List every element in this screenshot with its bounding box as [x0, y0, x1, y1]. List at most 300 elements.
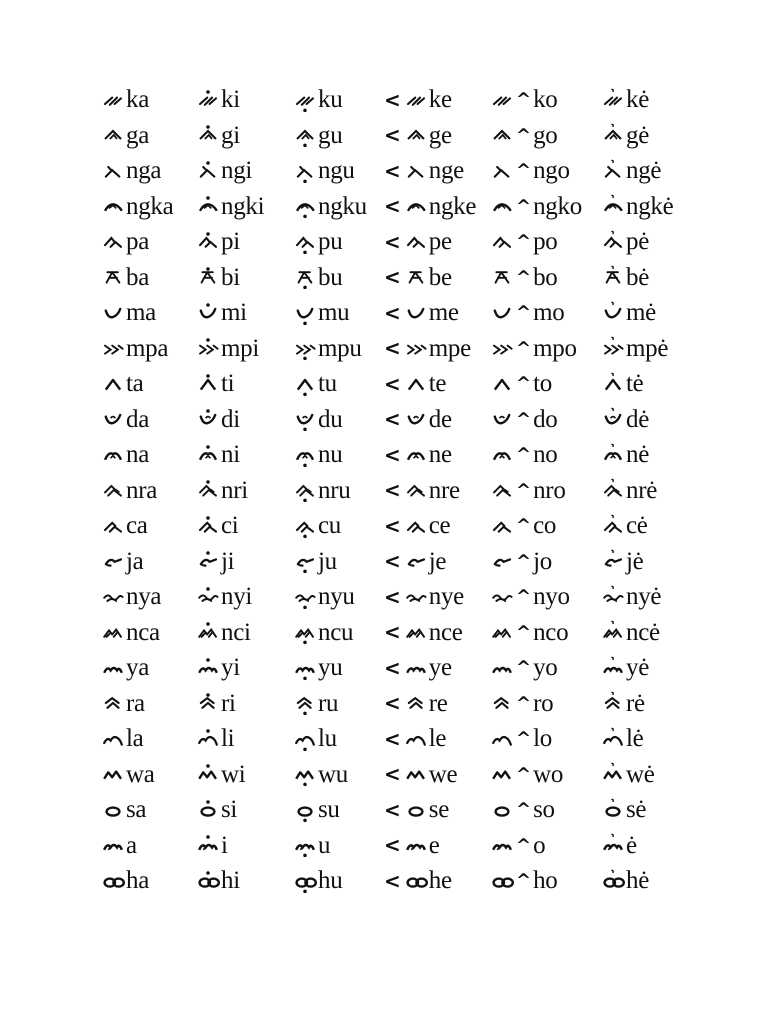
syllable-transliteration: cė [626, 512, 648, 539]
e-prefix-mark: < [384, 691, 401, 715]
syllable-cell-ci [195, 508, 238, 543]
syllable-row-ra [100, 686, 700, 721]
syllable-cell-ka [100, 82, 149, 117]
syllable-cell-ra [100, 686, 145, 721]
syllable-transliteration: su [318, 796, 340, 823]
syllable-transliteration: nyė [626, 583, 662, 610]
syllable-cell-bo [489, 260, 558, 295]
syllable-cell-nra [100, 473, 157, 508]
mpa-script-glyph-icon [403, 336, 429, 360]
syllable-transliteration: gė [626, 121, 649, 149]
syllable-cell-lo [489, 721, 552, 756]
syllable-cell-yu [292, 650, 342, 685]
syllable-transliteration: ė [626, 831, 637, 859]
ta-script-glyph-icon [600, 372, 626, 396]
syllable-transliteration: si [221, 796, 238, 823]
syllable-cell-cu [292, 508, 341, 543]
ma-script-glyph-icon [403, 301, 429, 325]
syllable-transliteration: ru [318, 689, 339, 717]
nca-script-glyph-icon [600, 620, 626, 644]
syllable-transliteration: pė [626, 228, 649, 255]
syllable-transliteration: so [533, 796, 555, 823]
ma-script-glyph-icon [292, 301, 318, 325]
syllable-transliteration: se [428, 796, 449, 823]
syllable-transliteration: ju [318, 547, 337, 575]
na-script-glyph-icon [600, 443, 626, 467]
syllable-transliteration: tu [318, 370, 337, 397]
wa-script-glyph-icon [403, 762, 429, 786]
syllable-cell-pa [100, 224, 149, 259]
ja-script-glyph-icon [600, 549, 626, 573]
ja-script-glyph-icon [100, 549, 126, 573]
syllable-cell-ti [195, 366, 234, 401]
e-prefix-mark: < [384, 549, 401, 573]
ka-script-glyph-icon [600, 88, 626, 112]
syllable-cell-ni [195, 437, 240, 472]
ga-script-glyph-icon [600, 123, 626, 147]
e-prefix-mark: < [384, 762, 401, 786]
syllable-transliteration: ne [428, 441, 452, 468]
syllable-transliteration: ngko [533, 192, 582, 220]
sa-script-glyph-icon [600, 798, 626, 822]
ba-script-glyph-icon [489, 265, 515, 289]
syllable-row-pa [100, 224, 700, 259]
syllable-cell-dė [600, 402, 649, 437]
syllable-cell-tu [292, 366, 337, 401]
syllable-cell-nru [292, 473, 350, 508]
a-script-glyph-icon [600, 833, 626, 857]
syllable-cell-jo [489, 544, 552, 579]
ngka-script-glyph-icon [600, 194, 626, 218]
syllable-row-ga [100, 118, 700, 153]
nra-script-glyph-icon [403, 478, 429, 502]
syllable-transliteration: ngke [428, 192, 477, 220]
syllable-transliteration: de [428, 405, 452, 433]
syllable-cell-ku [292, 82, 342, 117]
mpa-script-glyph-icon [195, 336, 221, 360]
syllable-row-ngka [100, 189, 700, 224]
e-prefix-mark: < [384, 300, 401, 325]
syllable-transliteration: ma [126, 299, 156, 326]
ha-script-glyph-icon [292, 869, 318, 893]
ba-script-glyph-icon [195, 265, 221, 289]
wa-script-glyph-icon [489, 762, 515, 786]
syllable-transliteration: ke [428, 86, 452, 113]
syllable-cell-ncu [292, 615, 353, 650]
ja-script-glyph-icon [489, 549, 515, 573]
syllable-row-ta [100, 366, 700, 401]
syllable-transliteration: u [318, 831, 331, 859]
sa-script-glyph-icon [292, 798, 318, 822]
syllable-transliteration: du [318, 405, 343, 433]
ta-script-glyph-icon [100, 372, 126, 396]
ca-script-glyph-icon [600, 514, 626, 538]
syllable-transliteration: yė [626, 654, 649, 681]
nga-script-glyph-icon [195, 159, 221, 183]
syllable-cell-nro [489, 473, 566, 508]
syllable-cell-ngo [489, 153, 570, 188]
syllable-row-nya [100, 579, 700, 614]
syllable-cell-pe [384, 224, 452, 259]
syllable-transliteration: ki [221, 86, 240, 113]
syllable-cell-rė [600, 686, 645, 721]
syllable-cell-mpa [100, 331, 168, 366]
syllable-transliteration: ho [533, 867, 558, 894]
ta-script-glyph-icon [403, 372, 429, 396]
syllable-cell-tė [600, 366, 643, 401]
ha-script-glyph-icon [403, 869, 429, 893]
syllable-row-nga [100, 153, 700, 188]
syllable-transliteration: ro [533, 689, 554, 717]
ga-script-glyph-icon [292, 123, 318, 147]
syllable-transliteration: ra [126, 689, 145, 717]
ta-script-glyph-icon [195, 372, 221, 396]
syllable-transliteration: ge [428, 121, 452, 149]
syllable-transliteration: mu [318, 299, 350, 326]
syllable-transliteration: je [428, 547, 447, 575]
syllable-cell-ja [100, 544, 143, 579]
syllable-transliteration: ka [126, 86, 149, 113]
syllable-cell-mo [489, 295, 564, 330]
na-script-glyph-icon [489, 443, 515, 467]
syllable-transliteration: hi [221, 867, 240, 894]
e-prefix-mark: < [384, 87, 401, 112]
syllable-transliteration: nge [428, 157, 464, 184]
e-prefix-mark: < [384, 407, 401, 431]
e-prefix-mark: < [384, 726, 401, 751]
syllable-cell-mpo [489, 331, 577, 366]
syllable-cell-mi [195, 295, 247, 330]
nca-script-glyph-icon [292, 620, 318, 644]
ya-script-glyph-icon [195, 656, 221, 680]
syllable-cell-o [489, 828, 545, 863]
syllable-transliteration: o [533, 831, 546, 859]
syllable-cell-be [384, 260, 452, 295]
o-suffix-mark: ^ [516, 444, 532, 465]
syllable-cell-ce [384, 508, 450, 543]
syllable-cell-ma [100, 295, 156, 330]
wa-script-glyph-icon [195, 762, 221, 786]
syllable-cell-we [384, 757, 457, 792]
syllable-cell-u [292, 828, 330, 863]
syllable-transliteration: da [126, 405, 149, 433]
syllable-cell-he [384, 863, 452, 898]
syllable-cell-sa [100, 792, 146, 827]
syllable-cell-go [489, 118, 558, 153]
nra-script-glyph-icon [600, 478, 626, 502]
syllable-cell-bu [292, 260, 342, 295]
o-suffix-mark: ^ [516, 408, 532, 430]
syllable-cell-i [195, 828, 228, 863]
syllable-transliteration: do [533, 405, 558, 433]
syllable-cell-ngka [100, 189, 173, 224]
syllable-cell-ho [489, 863, 558, 898]
a-script-glyph-icon [489, 833, 515, 857]
nga-script-glyph-icon [100, 159, 126, 183]
syllable-cell-nri [195, 473, 248, 508]
syllable-row-a [100, 828, 700, 863]
syllable-transliteration: ngka [126, 192, 174, 220]
syllable-transliteration: yi [221, 654, 240, 681]
syllable-transliteration: ko [533, 86, 558, 113]
syllable-cell-do [489, 402, 558, 437]
ja-script-glyph-icon [403, 549, 429, 573]
syllable-row-na [100, 437, 700, 472]
syllable-transliteration: mė [626, 299, 656, 326]
ga-script-glyph-icon [100, 123, 126, 147]
syllable-transliteration: pi [221, 228, 240, 255]
ngka-script-glyph-icon [100, 194, 126, 218]
e-prefix-mark: < [384, 478, 401, 502]
syllable-transliteration: he [428, 867, 452, 894]
ngka-script-glyph-icon [195, 194, 221, 218]
syllable-cell-na [100, 437, 149, 472]
syllable-transliteration: ngkė [626, 192, 674, 220]
nya-script-glyph-icon [292, 585, 318, 609]
syllable-transliteration: mpi [221, 334, 259, 362]
syllable-cell-re [384, 686, 448, 721]
syllable-cell-hi [195, 863, 240, 898]
syllable-cell-yo [489, 650, 558, 685]
syllable-transliteration: bu [318, 263, 343, 291]
o-suffix-mark: ^ [516, 621, 532, 643]
syllable-cell-nya [100, 579, 161, 614]
syllable-cell-nge [384, 153, 464, 188]
mpa-script-glyph-icon [600, 336, 626, 360]
syllable-transliteration: nco [533, 618, 569, 646]
la-script-glyph-icon [489, 727, 515, 751]
ka-script-glyph-icon [403, 88, 429, 112]
syllable-cell-mė [600, 295, 656, 330]
mpa-script-glyph-icon [292, 336, 318, 360]
syllable-transliteration: ni [221, 441, 240, 468]
e-prefix-mark: < [384, 584, 401, 609]
syllable-transliteration: ye [428, 654, 452, 681]
syllable-transliteration: la [126, 725, 144, 752]
syllable-transliteration: mi [221, 299, 247, 326]
o-suffix-mark: ^ [516, 657, 532, 678]
syllable-cell-da [100, 402, 149, 437]
syllable-transliteration: wa [126, 760, 155, 788]
syllable-cell-pu [292, 224, 342, 259]
syllable-cell-mpe [384, 331, 471, 366]
ngka-script-glyph-icon [489, 194, 515, 218]
syllable-transliteration: ce [428, 512, 451, 539]
da-script-glyph-icon [600, 407, 626, 431]
nca-script-glyph-icon [489, 620, 515, 644]
syllable-transliteration: ja [126, 547, 144, 575]
nya-script-glyph-icon [100, 585, 126, 609]
wa-script-glyph-icon [292, 762, 318, 786]
ma-script-glyph-icon [100, 301, 126, 325]
syllable-transliteration: yu [318, 654, 343, 681]
syllable-transliteration: ga [126, 121, 149, 149]
syllable-row-nra [100, 473, 700, 508]
nga-script-glyph-icon [489, 159, 515, 183]
ja-script-glyph-icon [195, 549, 221, 573]
o-suffix-mark: ^ [516, 728, 532, 749]
e-prefix-mark: < [384, 336, 401, 360]
o-suffix-mark: ^ [516, 515, 532, 536]
syllable-transliteration: gu [318, 121, 343, 149]
na-script-glyph-icon [100, 443, 126, 467]
ca-script-glyph-icon [100, 514, 126, 538]
syllable-transliteration: wo [533, 760, 564, 788]
syllable-row-da [100, 402, 700, 437]
syllable-transliteration: nyu [318, 583, 355, 610]
syllable-transliteration: po [533, 228, 558, 255]
syllable-cell-li [195, 721, 234, 756]
syllable-cell-e [384, 828, 440, 863]
syllable-row-nca [100, 615, 700, 650]
nra-script-glyph-icon [489, 478, 515, 502]
ja-script-glyph-icon [292, 549, 318, 573]
syllable-cell-mpu [292, 331, 362, 366]
syllable-transliteration: lo [533, 725, 552, 752]
syllable-cell-ngi [195, 153, 252, 188]
syllable-cell-hu [292, 863, 342, 898]
syllable-transliteration: hu [318, 867, 343, 894]
syllable-cell-no [489, 437, 558, 472]
syllable-cell-nye [384, 579, 464, 614]
syllable-transliteration: kė [626, 86, 649, 113]
e-prefix-mark: < [384, 797, 401, 822]
syllable-transliteration: ncė [626, 618, 660, 646]
ngka-script-glyph-icon [403, 194, 429, 218]
mpa-script-glyph-icon [100, 336, 126, 360]
a-script-glyph-icon [292, 833, 318, 857]
syllable-cell-ne [384, 437, 452, 472]
syllable-transliteration: lu [318, 725, 337, 752]
nga-script-glyph-icon [292, 159, 318, 183]
nca-script-glyph-icon [403, 620, 429, 644]
syllable-cell-ga [100, 118, 149, 153]
sa-script-glyph-icon [195, 798, 221, 822]
syllable-cell-mpi [195, 331, 259, 366]
ca-script-glyph-icon [195, 514, 221, 538]
syllable-transliteration: le [428, 725, 447, 752]
syllable-cell-pė [600, 224, 649, 259]
syllable-transliteration: rė [626, 689, 645, 717]
syllable-transliteration: ji [221, 547, 235, 575]
syllable-cell-ji [195, 544, 234, 579]
syllable-transliteration: ba [126, 263, 149, 291]
ta-script-glyph-icon [292, 372, 318, 396]
ha-script-glyph-icon [195, 869, 221, 893]
syllable-transliteration: mpu [318, 334, 362, 362]
syllable-transliteration: ca [126, 512, 148, 539]
syllable-cell-a [100, 828, 137, 863]
o-suffix-mark: ^ [516, 195, 532, 217]
syllable-cell-wa [100, 757, 155, 792]
syllable-cell-lė [600, 721, 643, 756]
syllable-transliteration: wu [318, 760, 348, 788]
la-script-glyph-icon [600, 727, 626, 751]
syllable-cell-ngku [292, 189, 367, 224]
syllable-transliteration: jo [533, 547, 552, 575]
syllable-cell-yi [195, 650, 240, 685]
la-script-glyph-icon [195, 727, 221, 751]
syllable-transliteration: mpo [533, 334, 577, 362]
syllable-transliteration: ku [318, 86, 343, 113]
syllable-transliteration: bė [626, 263, 649, 291]
syllable-transliteration: ngku [318, 192, 367, 220]
syllable-transliteration: mpė [626, 334, 669, 362]
syllable-cell-gu [292, 118, 342, 153]
syllable-cell-ri [195, 686, 236, 721]
syllable-cell-gi [195, 118, 240, 153]
syllable-cell-ngkė [600, 189, 673, 224]
syllable-transliteration: nya [126, 583, 162, 610]
syllable-transliteration: gi [221, 121, 240, 149]
ka-script-glyph-icon [489, 88, 515, 112]
syllable-transliteration: ncu [318, 618, 354, 646]
na-script-glyph-icon [292, 443, 318, 467]
ngka-script-glyph-icon [292, 194, 318, 218]
syllable-cell-gė [600, 118, 649, 153]
ma-script-glyph-icon [195, 301, 221, 325]
syllable-cell-ngki [195, 189, 264, 224]
syllable-transliteration: mo [533, 299, 565, 326]
syllable-row-ja [100, 544, 700, 579]
syllable-transliteration: dė [626, 405, 649, 433]
la-script-glyph-icon [100, 727, 126, 751]
ra-script-glyph-icon [489, 691, 515, 715]
syllable-cell-ta [100, 366, 143, 401]
syllable-transliteration: e [428, 831, 440, 859]
syllable-transliteration: go [533, 121, 558, 149]
o-suffix-mark: ^ [516, 834, 532, 856]
syllable-cell-nė [600, 437, 649, 472]
syllable-transliteration: sė [626, 796, 647, 823]
ra-script-glyph-icon [195, 691, 221, 715]
e-prefix-mark: < [384, 655, 401, 680]
syllable-transliteration: nyo [533, 583, 570, 610]
syllable-transliteration: yo [533, 654, 558, 681]
syllable-cell-pi [195, 224, 240, 259]
syllable-transliteration: re [428, 689, 448, 717]
a-script-glyph-icon [403, 833, 429, 857]
syllable-cell-ncė [600, 615, 660, 650]
syllable-transliteration: hė [626, 867, 649, 894]
ga-script-glyph-icon [403, 123, 429, 147]
sa-script-glyph-icon [489, 798, 515, 822]
syllable-cell-mu [292, 295, 349, 330]
syllable-transliteration: ha [126, 867, 149, 894]
syllable-transliteration: bi [221, 263, 240, 291]
syllable-cell-so [489, 792, 555, 827]
o-suffix-mark: ^ [516, 799, 532, 820]
syllable-transliteration: tė [626, 370, 644, 397]
o-suffix-mark: ^ [516, 870, 532, 891]
syllable-cell-nyo [489, 579, 570, 614]
syllable-cell-su [292, 792, 340, 827]
syllable-cell-nre [384, 473, 460, 508]
a-script-glyph-icon [195, 833, 221, 857]
syllable-cell-de [384, 402, 452, 437]
syllable-transliteration: ya [126, 654, 149, 681]
syllable-row-ka [100, 82, 700, 117]
syllable-row-la [100, 721, 700, 756]
syllable-cell-lu [292, 721, 337, 756]
syllable-transliteration: me [428, 299, 459, 326]
syllable-transliteration: nca [126, 618, 160, 646]
da-script-glyph-icon [489, 407, 515, 431]
syllable-cell-me [384, 295, 459, 330]
syllable-cell-wi [195, 757, 245, 792]
nra-script-glyph-icon [195, 478, 221, 502]
syllable-cell-kė [600, 82, 649, 117]
